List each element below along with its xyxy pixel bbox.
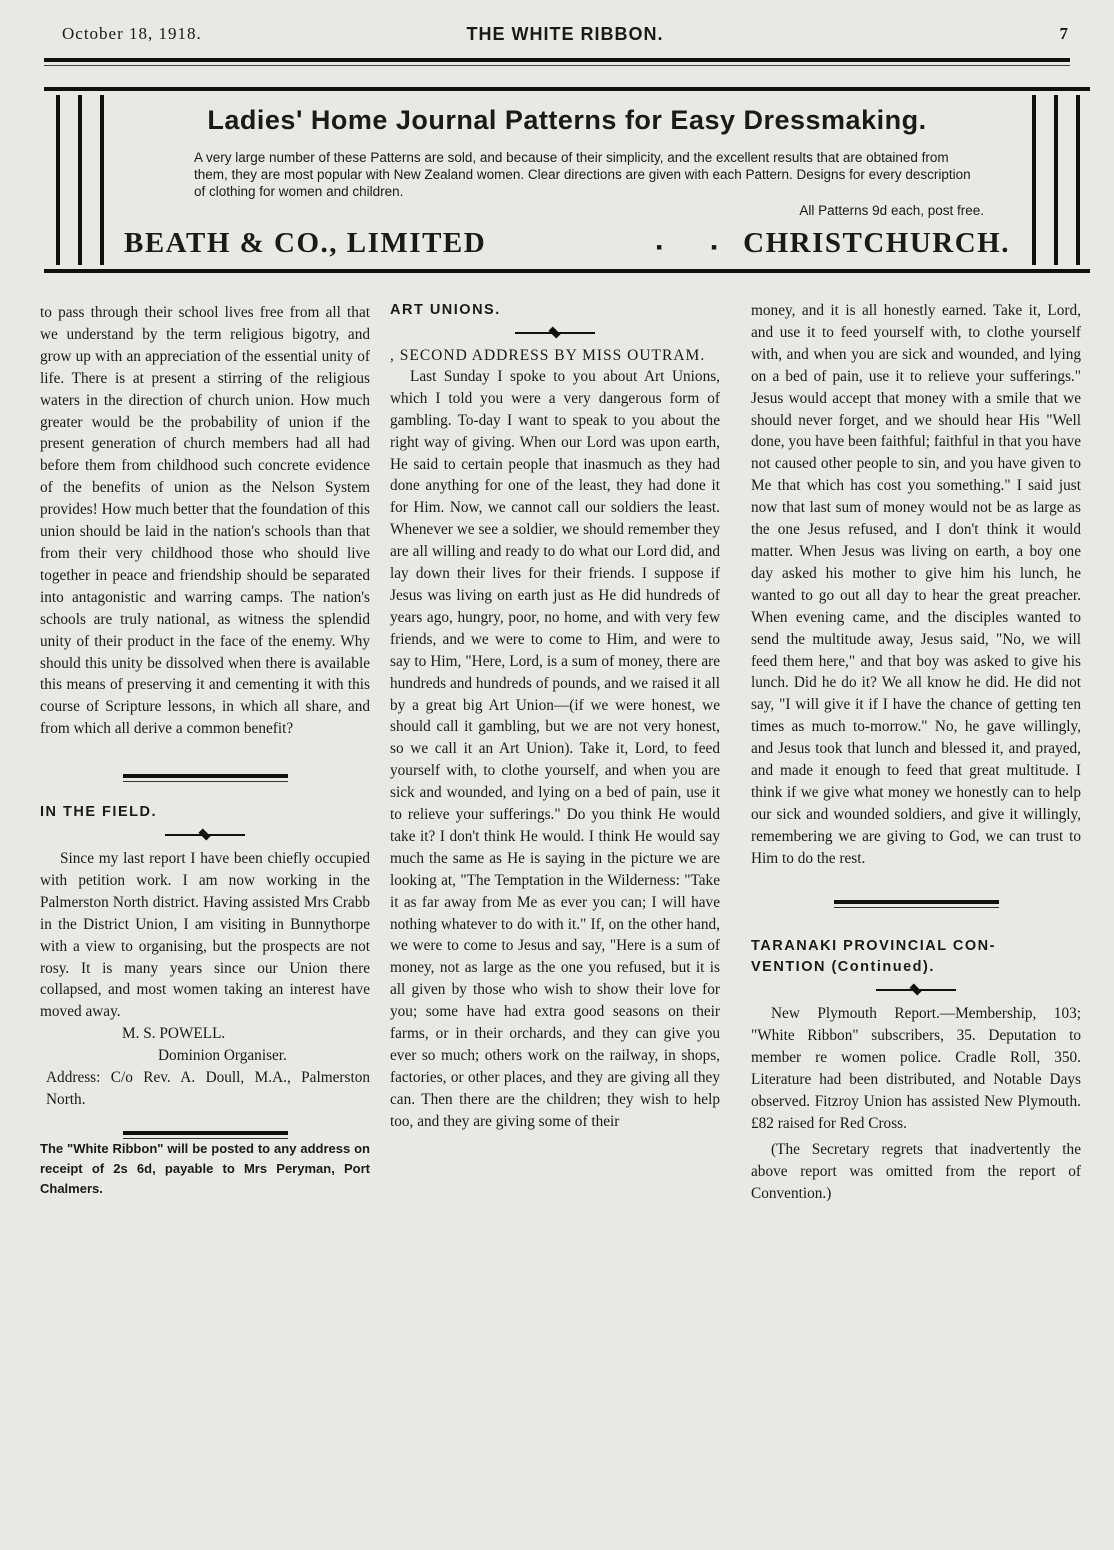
new-plymouth-report: New Plymouth Report.—Membership, 103; "White Ribbon" subscribers, 35. Deputation to member re women police. Cradle Roll, 350. Literature had been distributed, and Notable Days observed. Fitzroy Union has assisted New Plymouth. £82 raised for Red Cross. <box>751 1005 1081 1132</box>
taranaki-heading-line2: VENTION (Continued). <box>751 959 935 976</box>
religious-unity-text: to pass through their school lives free from all that we understand by the term religious bigotry, and grow up with an appreciation of the essential unity of life. There is at present a stirring of the religious waters in the direction of church union. How much greater would be the probability of union if the present generation of church members had all had before them from childhood such concrete evidence of the benefits of union as the Nelson System provides! How much better that the foundation of this union should be laid in the nation's schools than that from their very childhood those who should live together in peace and friendship should be separated into antagonistic and warring camps. The nation's schools are truly national, as witness the splendid unity of their product in the face of the enemy. Why should this unity be dissolved when there is available this means of preserving it and cementing it with this course of Scripture lessons, in which all share, and from which all derive a common benefit? <box>40 304 370 738</box>
subscription-notice: The "White Ribbon" will be posted to any address on receipt of 2s 6d, payable to Mrs Peryman, Port Chalmers. <box>40 1140 370 1196</box>
advertisement-box <box>44 87 1090 273</box>
signature-address: Address: C/o Rev. A. Doull, M.A., Palmerston North. <box>46 1069 370 1108</box>
diamond-ornament <box>165 828 245 842</box>
ad-separator: ▪ ▪ <box>656 237 740 257</box>
signature-title: Dominion Organiser. <box>158 1047 287 1065</box>
art-unions-heading: ART UNIONS. <box>390 302 501 318</box>
section-rule <box>123 1131 288 1135</box>
publication-title: THE WHITE RIBBON. <box>466 24 664 44</box>
ad-firm-name: BEATH & CO., LIMITED <box>124 227 487 259</box>
diamond-ornament <box>515 326 595 340</box>
column-right <box>751 300 1081 1205</box>
in-the-field-heading: IN THE FIELD. <box>40 804 157 821</box>
column-left <box>40 302 370 1199</box>
in-the-field-text: Since my last report I have been chiefly occupied with petition work. I am now working in the Palmerston North district. Having assisted Mrs Crabb in the District Union, I am visiting in Bunnythorpe with a view to organising, but the prospects are not rosy. It is many years since our Union there collapsed, and most women taking an interest have moved away. <box>40 850 370 1021</box>
signature-name: M. S. POWELL. <box>122 1025 226 1043</box>
column-middle <box>390 300 720 1133</box>
art-unions-text: Last Sunday I spoke to you about Art Unions, which I told you were a very dangerous form of gambling. To-day I want to speak to you about the right way of giving. When our Lord was upon earth, He said to certain people that inasmuch as they had done anything for one of the least, they had done it for Him. Now, we cannot call our soldiers the least. Whenever we see a soldier, we should remember they are all willing and ready to do what our Lord did, and lay down their lives for their friends. I suppose if Jesus was living on earth just as He did hundreds of years ago, hungry, poor, no home, and with very few friends, and we were to come to Him, and were to say to Him, "Here, Lord, is a sum of money, there are hundreds and hundreds of pounds, and we raised it all by a great big Art Union—(if we were honest, we should call it gambling, but we are not very honest, so we call it an Art Union). Take it, Lord, to feed yourself with, to clothe yourself, and when you are sick and wounded, and lying on a bed of pain, use it to relieve your sufferings." Do you think He would take it? I don't think He would. I think He would say much the same as He is saying in the picture we are looking at, "The Temptation in the Wilderness: "Take it as far away from Me as ever you can; I will have nothing whatever to do with it." If, on the other hand, we were to come to Jesus and say, "Here is a sum of money, not as large as the one you refused, but it is all given by those who wish to show their love for you; some have had extra good seasons on their farms, or in their orchards, and they can give you ever so much; others work on the railway, in shops, factories, or other places, and they are giving all they can. Then there are the children; they wish to help too, and they are giving some of their <box>390 367 720 1130</box>
ad-bottom-border <box>44 269 1090 273</box>
ad-price: All Patterns 9d each, post free. <box>799 203 984 218</box>
header-rule-thin <box>44 65 1070 66</box>
page-number: 7 <box>1059 24 1068 43</box>
diamond-ornament <box>876 983 956 997</box>
section-rule <box>834 900 999 904</box>
page-header <box>62 24 1068 48</box>
section-rule <box>123 774 288 778</box>
art-unions-subheading: , SECOND ADDRESS BY MISS OUTRAM. <box>390 346 706 364</box>
issue-date: October 18, 1918. <box>62 24 202 43</box>
ad-headline: Ladies' Home Journal Patterns for Easy Dressmaking. <box>207 105 927 135</box>
header-rule <box>44 58 1070 62</box>
ad-city: CHRISTCHURCH. <box>743 227 1010 259</box>
ad-top-border <box>44 87 1090 91</box>
taranaki-heading-line1: TARANAKI PROVINCIAL CON- <box>751 937 996 954</box>
ad-body: A very large number of these Patterns are sold, and because of their simplicity, and the excellent results that are obtained from them, they are most popular with New Zealand women. Clear directions are given with each Pattern. Designs for every description of clothing for women and children. <box>194 150 971 199</box>
art-unions-continued-text: money, and it is all honestly earned. Take it, Lord, and use it to feed yourself with, to clothe yourself with, and when you are sick and wounded, and lying on a bed of pain, use it to relieve your sufferings." Jesus would accept that money with a smile that we should never forget, and we should hear His "Well done, you have been faithful; faithful in that you have not caused other people to sin, and you have given to Me that which has cost you something." I said just now that last sum of money would not be as large as the one Jesus refused, and I don't think it would matter. When Jesus was living on earth, a boy one day asked his mother to give him his lunch, he wanted to go out all day to hear the great preacher. When evening came, and the disciples wanted to send the multitude away, Jesus said, "No, we will feed them here," and that boy was asked to give his lunch. Did he do it? We all know he did. He did not say, "I will give it if I have the chance of getting ten times as much to-morrow." No, he gave willingly, and Jesus took that lunch and blessed it, and prayed, and made it enough to feed that great multitude. I think if we give what money we honestly can to help our sick and wounded soldiers, and give it willingly, remembering we are giving to God, we can trust to Him to do the rest. <box>751 302 1081 867</box>
secretary-note: (The Secretary regrets that inadvertently the above report was omitted from the report of Convention.) <box>751 1140 1081 1202</box>
